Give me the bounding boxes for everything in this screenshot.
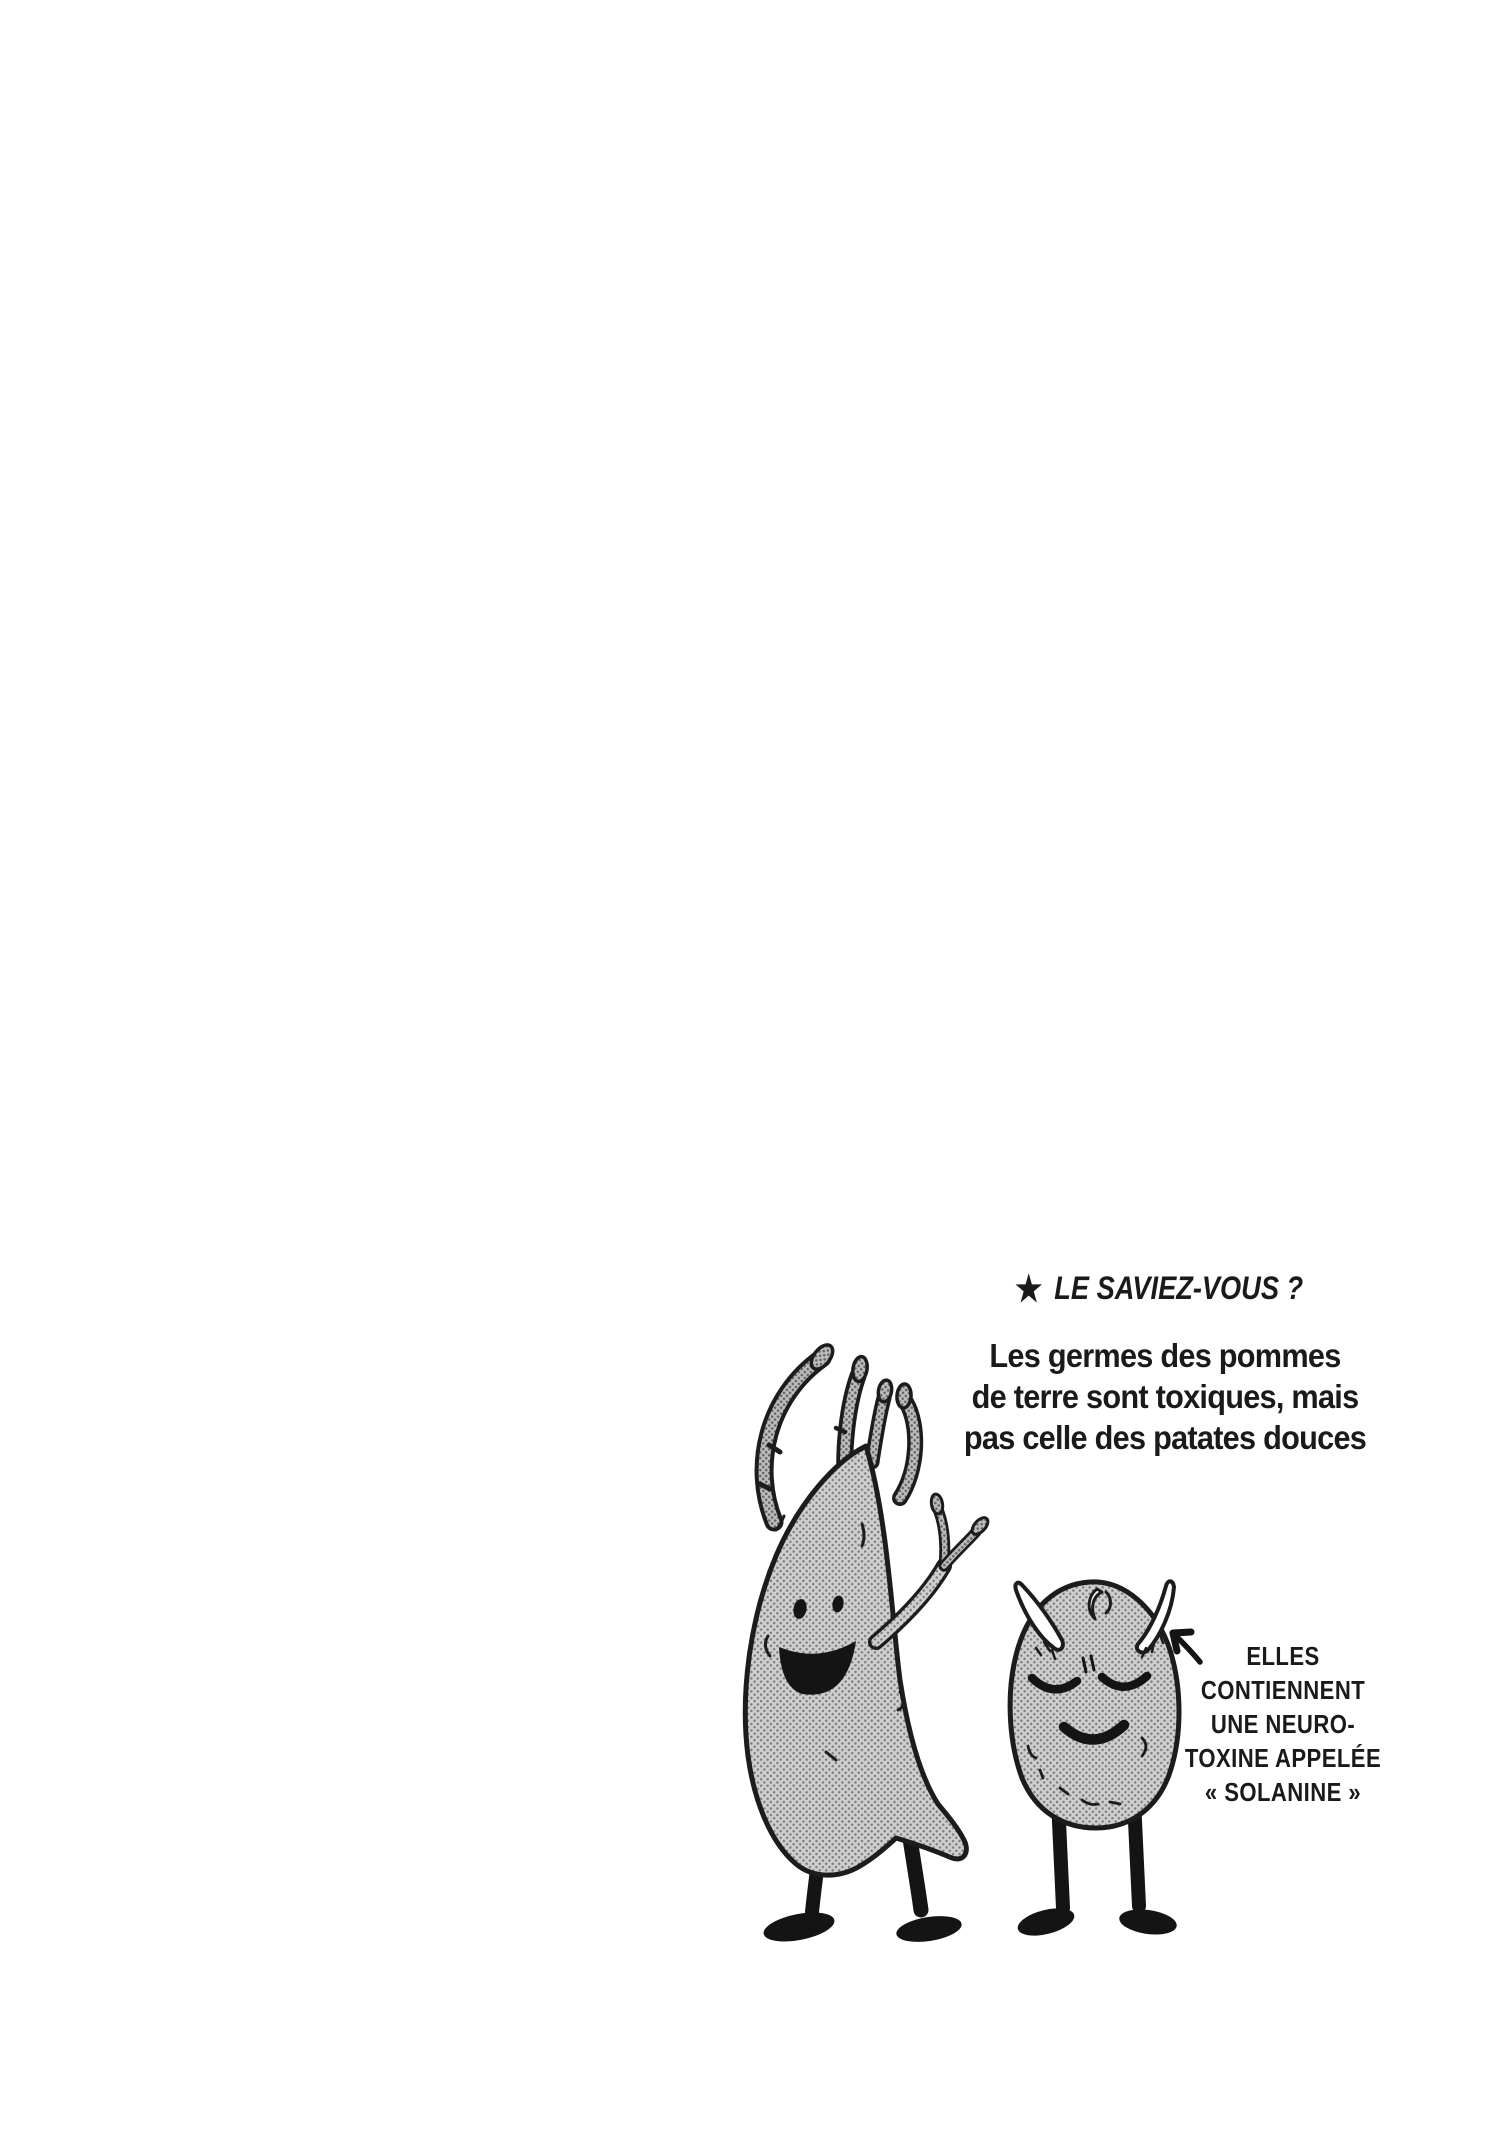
annotation-line-5: « SOLANINE » xyxy=(1204,1777,1362,1807)
annotation-line-1: ELLES xyxy=(1246,1641,1320,1671)
sweet-potato-character xyxy=(745,1341,990,1947)
annotation-line-3: UNE NEURO- xyxy=(1210,1709,1356,1739)
fact-title-text: LE SAVIEZ-VOUS ? xyxy=(1054,1270,1304,1306)
potato-character xyxy=(1010,1581,1179,1940)
fact-title xyxy=(965,1268,1365,1309)
fact-body-line-2: de terre sont toxiques, mais xyxy=(971,1378,1359,1415)
fact-body-line-1: Les germes des pommes xyxy=(989,1337,1341,1374)
star-icon: ★ xyxy=(1014,1268,1043,1309)
sprout-annotation xyxy=(1160,1639,1407,1809)
sweet-potato-arm xyxy=(876,1493,991,1642)
annotation-line-4: TOXINE APPELÉE xyxy=(1184,1743,1382,1773)
fact-body-line-3: pas celle des patates douces xyxy=(963,1419,1367,1456)
annotation-line-2: CONTIENNENT xyxy=(1200,1675,1366,1705)
